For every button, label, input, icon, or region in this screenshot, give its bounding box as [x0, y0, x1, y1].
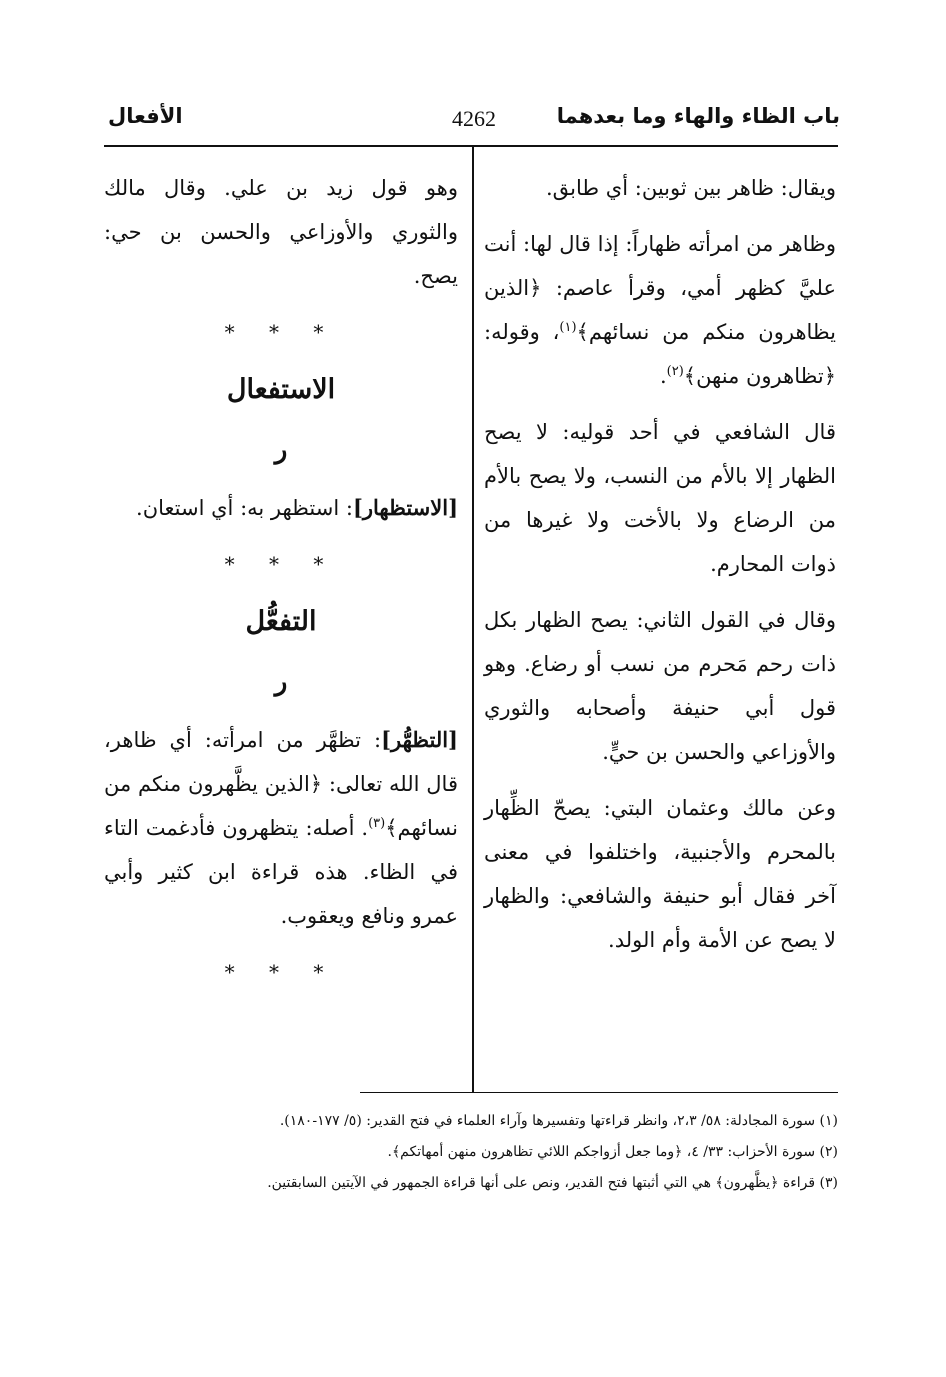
section-heading-tafaul: التفعُّل	[245, 606, 317, 637]
footnote-rule	[360, 1092, 838, 1093]
paragraph-zihar-definition	[484, 222, 836, 398]
footnote-ref-2[interactable]: (٢)	[666, 364, 684, 379]
entry-text: : استظهر به: أي استعان.	[136, 496, 353, 520]
paragraph-text: ، وقوله: ﴿تظاهرون منهن﴾	[484, 320, 836, 388]
entry-istizhar	[104, 486, 458, 530]
entry-text: : تظهَّر من امرأته: أي ظاهر، قال الله تعالى: ﴿الذين يظَّهرون منكم من نسائهم﴾	[104, 728, 458, 840]
header-rule	[104, 145, 838, 147]
footnote-2: (٢) سورة الأحزاب: ٣٣/ ٤، ﴿وما جعل أزواجكم اللائي تظاهرون منهن أمهاتكم﴾.	[387, 1144, 838, 1160]
column-divider	[472, 145, 474, 1092]
entry-term: [الاستظهار]	[352, 495, 458, 520]
paragraph-shafii: قال الشافعي في أحد قوليه: لا يصح الظهار إلا بالأم من النسب، ولا يصح بالأم من الرضاع ولا بالأخت ولا غيرها من ذوات المحارم.	[484, 420, 836, 576]
left-column	[104, 166, 458, 1008]
root-letter-heading: ر	[274, 667, 288, 697]
paragraph-malik: وعن مالك وعثمان البتي: يصحّ الظِّهار بالمحرم والأجنبية، واختلفوا في معنى آخر فقال أبو حنيفة والشافعي: والظهار لا يصح عن الأمة وأم الولد.	[484, 796, 836, 952]
footnote-ref-1[interactable]: (١)	[559, 320, 577, 335]
running-header-section: الأفعال	[108, 104, 183, 128]
running-header-chapter: باب الظاء والهاء وما بعدهما	[556, 104, 840, 128]
root-letter-heading: ر	[274, 435, 288, 465]
entry-tazahhur	[104, 718, 458, 938]
paragraph-zayd: وهو قول زيد بن علي. وقال مالك والثوري والأوزاعي والحسن بن حي: يصح.	[104, 176, 458, 288]
footnote-3: (٣) قراءة ﴿يظَّهرون﴾ هي التي أثبتها فتح القدير، ونص على أنها قراءة الجمهور في الآيتين السابقتين.	[267, 1175, 838, 1191]
section-separator: * * *	[224, 320, 338, 344]
footnote-1: (١) سورة المجادلة: ٥٨/ ٢،٣، وانظر قراءتها وتفسيرها وآراء العلماء في فتح القدير: (٥/ ١٧٧-١٨٠).	[279, 1113, 838, 1129]
footnote-ref-3[interactable]: (٣)	[368, 816, 386, 831]
footnotes	[118, 1106, 838, 1199]
entry-term: [التظهُّر]	[381, 727, 458, 752]
section-separator: * * *	[224, 960, 338, 984]
entry-text: . أصله: يتظهرون فأدغمت التاء في الظاء. هذه قراءة ابن كثير وأبي عمرو ونافع ويعقوب.	[104, 816, 458, 928]
section-separator: * * *	[224, 552, 338, 576]
paragraph-second-opinion: وقال في القول الثاني: يصح الظهار بكل ذات رحم مَحرم من نسب أو رضاع. وهو قول أبي حنيفة وأصحابه والثوري والأوزاعي والحسن بن حيٍّ.	[484, 608, 836, 764]
paragraph-text: .	[659, 364, 667, 388]
right-column	[484, 166, 836, 974]
paragraph-tabaq: ويقال: ظاهر بين ثوبين: أي طابق.	[545, 176, 836, 200]
paragraph-text: وظاهر من امرأته ظهاراً: إذا قال لها: أنت عليَّ كظهر أمي، وقرأ عاصم: ﴿الذين يظاهرون منكم من نسائهم﴾	[484, 232, 836, 344]
section-heading-istifaal: الاستفعال	[226, 374, 336, 405]
page-number: 4262	[452, 106, 496, 131]
